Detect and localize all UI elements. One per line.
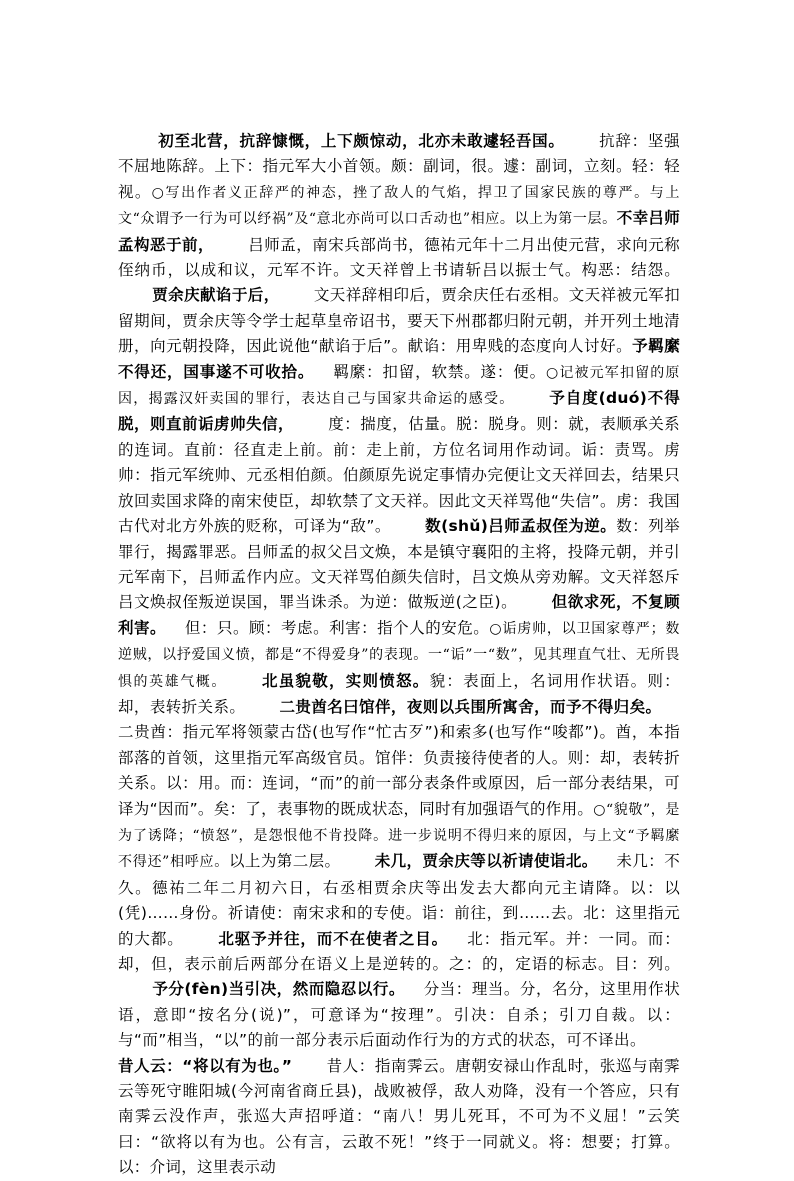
source-text: 予分(fèn)当引决，然而隐忍以行。 xyxy=(152,980,405,999)
annotation-text: 数：列举罪行，揭露罪恶。吕师孟的叔父吕文焕，本是镇守襄阳的主将，投降元朝，并引元军南下，吕师孟作内应。文天祥骂伯颜失信时，吕文焕从旁劝解。文天祥怒斥吕文焕叔侄叛逆误国，罪当诛杀。为逆：做叛逆(之臣)。 xyxy=(118,517,680,612)
annotation-text: 昔人：指南霁云。唐朝安禄山作乱时，张巡与南霁云等死守睢阳城(今河南省商丘县)，战败被俘，敌人劝降，没有一个答应，只有南霁云没作声，张巡大声招呼道：“南八！男儿死耳，不可为不义屈！”云笑曰：“欲将以有为也。公有言，云敢不死！”终于一同就义。将：想要；打算。以：介词，这里表示动 xyxy=(118,1056,680,1177)
annotation-text: 分当：理当。分，名分，这里用作状语，意即“按名分(说)”，可意译为“按理”。引决：自杀；引刀自裁。以：与“而”相当，“以”的前一部分表示后面动作行为的方式的状态，可不译出。 xyxy=(118,980,681,1050)
annotation-text: 抗辞：坚强不屈地陈辞。上下：指元军大小首领。颇：副词，很。遽：副词，立刻。轻：轻视。 xyxy=(118,132,680,201)
source-text: 二贵酋名曰馆伴，夜则以兵围所寓舍，而予不得归矣。 xyxy=(279,697,662,716)
source-text: 昔人云：“将以有为也。” xyxy=(118,1056,293,1075)
annotation-text: 二贵酋：指元军将领蒙古岱(也写作“忙古歹”)和索多(也写作“唆都”)。酋，本指部落的首领，这里指元军高级官员。馆伴：负责接待使者的人。则：却，表转折关系。以：用。而：连词，“而”的前一部分表条件或原因，后一部分表结果，可译为“因而”。矣：了，表事物的既成状态，同时有加强语气的作用。 xyxy=(118,723,680,818)
annotation-text: 文天祥辞相印后，贾余庆任右丞相。文天祥被元军扣留期间，贾余庆等令学士起草皇帝诏书，要天下州郡都归附元朝，并开列土地清册，向元朝投降，因此说他“献谄于后”。献谄：用卑贱的态度向人讨好。 xyxy=(118,286,680,356)
annotation-text: 羁縻：扣留，软禁。遂：便。 xyxy=(332,362,546,381)
source-text: 但欲求死，不复顾利害。 xyxy=(118,593,680,637)
annotation-text: 北：指元军。并：一同。而：却，但，表示前后两部分在语义上是逆转的。之：的，定语的标志。目：列。 xyxy=(118,929,680,973)
annotation-text: 以上为第二层。 xyxy=(228,852,341,871)
document-body xyxy=(118,129,680,1181)
commentary-text: ○写出作者义正辞严的神态，挫了敌人的气焰，捍卫了国家民族的尊严。与上文“众谓予一行为可以纾祸”及“意北亦尚可以口舌动也”相应。以上为第一层。 xyxy=(118,184,680,228)
source-text: 予羁縻不得还，国事遂不可收拾。 xyxy=(118,337,680,381)
annotation-text: 度：揣度，估量。脱：脱身。则：就，表顺承关系的连词。直前：径直走上前。前：走上前，方位名词用作动词。诟：责骂。虏帅：指元军统帅、元丞相伯颜。伯颜原先说定事情办完便让文天祥回去，结果只放回卖国求降的南宋使臣，却软禁了文天祥。因此文天祥骂他“失信”。虏：我国古代对北方外族的贬称，可译为“敌”。 xyxy=(118,415,680,536)
source-text: 不幸吕师孟构恶于前， xyxy=(118,209,680,254)
commentary-text: ○“貌敬”，是为了诱降；“愤怒”，是怨恨他不肯投降。进一步说明不得归来的原因，与上文“予羁縻不得还”相呼应。 xyxy=(118,801,680,871)
annotation-text: 未几：不久。德祐二年二月初六日，右丞相贾余庆等出发去大都向元主请降。以：以(凭)……身份。祈请使：南宋求和的专使。诣：前往，到……去。北：这里指元的大都。 xyxy=(118,852,681,948)
source-text: 未几，贾余庆等以祈请使诣北。 xyxy=(374,852,598,871)
source-text: 北驱予并往，而不在使者之目。 xyxy=(217,929,449,948)
source-text: 数(shǔ)吕师孟叔侄为逆。 xyxy=(424,517,617,536)
source-text: 北虽貌敬，实则愤怒。 xyxy=(261,671,430,690)
source-text: 予自度(duó)不得脱，则直前诟虏帅失信， xyxy=(118,389,680,434)
annotation-text: 貌：表面上，名词用作状语。则：却，表转折关系。 xyxy=(118,671,680,716)
annotation-text: 吕师孟，南宋兵部尚书，德祐元年十二月出使元营，求向元称侄纳币，以成和议，元军不许。文天祥曾上书请斩吕以振士气。构恶：结怨。 xyxy=(118,235,680,280)
source-text: 贾余庆献谄于后， xyxy=(152,286,280,305)
annotation-text: 但：只。顾：考虑。利害：指个人的安危。 xyxy=(184,618,490,637)
commentary-text: ○记被元军扣留的原因，揭露汉奸卖国的罪行，表达自己与国家共命运的感受。 xyxy=(118,364,680,408)
source-text: 初至北营，抗辞慷慨，上下颇惊动，北亦未敢遽轻吾国。 xyxy=(158,132,565,150)
commentary-text: ○诟虏帅，以卫国家尊严；数逆贼，以抒爱国义愤，都是“不得爱身”的表现。一“诟”一“数”，见其理直气壮、无所畏惧的英雄气概。 xyxy=(118,620,681,690)
